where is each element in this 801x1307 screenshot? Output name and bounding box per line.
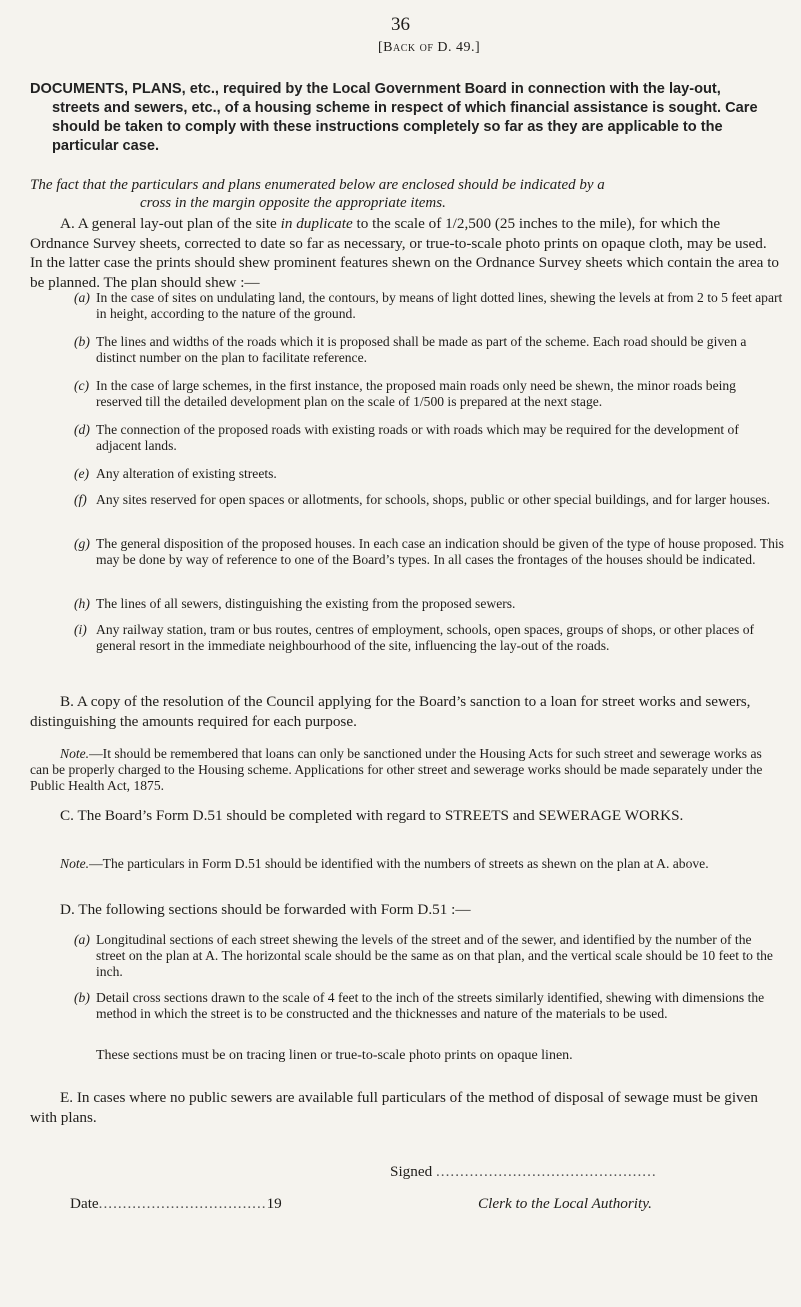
intro-line-1: The fact that the particulars and plans enumerated below are enclosed should be indicated by a bbox=[30, 177, 605, 193]
signed-dots: .............................................. bbox=[436, 1163, 657, 1180]
item-label: (a) bbox=[74, 290, 90, 305]
item-text: Detail cross sections drawn to the scale of 4 feet to the inch of the streets similarly identified, shewing with dimensions the method in which the street is to be constructed and the thicknesses and nature of the materials to be used. bbox=[96, 990, 765, 1021]
intro-continuation: cross in the margin opposite the appropriate items. bbox=[140, 195, 446, 211]
back-reference: [Back of D. 49.] bbox=[378, 40, 481, 55]
item-label: (i) bbox=[74, 622, 87, 637]
item-label: (b) bbox=[74, 334, 90, 349]
section-a-item-b bbox=[74, 334, 784, 366]
item-text: In the case of large schemes, in the first instance, the proposed main roads only need be shewn, the minor roads being reserved till the detailed development plan on the scale of 1/500 is prepared at the next stage. bbox=[96, 378, 736, 409]
item-text: The lines and widths of the roads which it is proposed shall be made as part of the scheme. Each road should be given a distinct number on the plan to facilitate reference. bbox=[96, 334, 747, 365]
heading-line-1: DOCUMENTS, PLANS, etc., required by the Local Government Board in connection with the lay-out, bbox=[30, 81, 721, 97]
date-label: Date bbox=[70, 1195, 99, 1212]
section-a-item-a bbox=[74, 290, 784, 322]
section-a-item-i bbox=[74, 622, 784, 654]
item-label: (f) bbox=[74, 492, 87, 507]
section-d-footer: These sections must be on tracing linen or true-to-scale photo prints on opaque linen. bbox=[96, 1048, 573, 1063]
section-a-italic: in duplicate bbox=[280, 215, 353, 232]
item-text: In the case of sites on undulating land, the contours, by means of light dotted lines, shewing the levels at from 2 to 5 feet apart in height, according to the nature of the ground. bbox=[96, 290, 783, 321]
document-heading bbox=[30, 80, 778, 156]
note-text: —It should be remembered that loans can only be sanctioned under the Housing Acts for such street and sewerage works as can be properly charged to the Housing scheme. Applications for other street and sewerage works should be made separately under the Public Health Act, 1875. bbox=[30, 746, 763, 793]
item-label: (c) bbox=[74, 378, 90, 393]
section-a-item-d bbox=[74, 422, 784, 454]
item-label: (h) bbox=[74, 596, 90, 611]
note-label: Note. bbox=[60, 856, 90, 871]
item-label: (e) bbox=[74, 466, 90, 481]
section-e-paragraph: E. In cases where no public sewers are available full particulars of the method of disposal of sewage must be given with plans. bbox=[30, 1089, 758, 1126]
section-a-text: to the scale of 1/2,500 (25 inches to the mile), for which the Ordnance Survey sheets, corrected to date so far as necessary, or true-to-scale photo prints on opaque cloth, may be used. In the latter case the prints should shew prominent features shewn on the Ordnance Survey sheets which contain the area to be planned. The plan should shew :— bbox=[30, 215, 780, 291]
note-text: —The particulars in Form D.51 should be identified with the numbers of streets as shewn on the plan at A. above. bbox=[89, 856, 709, 871]
item-text: The general disposition of the proposed houses. In each case an indication should be given of the type of house proposed. This may be done by way of reference to one of the Board’s types. In all cases the frontages of the houses should be indicated. bbox=[96, 536, 784, 567]
signed-label: Signed bbox=[390, 1163, 433, 1180]
item-text: Longitudinal sections of each street shewing the levels of the street and of the sewer, and identified by the number of the street on the plan at A. The horizontal scale should be the same as on that plan, and the vertical scale should be 10 feet to the inch. bbox=[96, 932, 773, 979]
item-text: Any alteration of existing streets. bbox=[96, 466, 277, 481]
page-number: 36 bbox=[391, 14, 410, 35]
section-a-item-h bbox=[74, 596, 784, 612]
item-text: Any sites reserved for open spaces or allotments, for schools, shops, public or other special buildings, and for larger houses. bbox=[96, 492, 770, 507]
date-year: 19 bbox=[266, 1195, 282, 1212]
date-dots: ................................... bbox=[98, 1195, 267, 1212]
clerk-caption: Clerk to the Local Authority. bbox=[478, 1195, 652, 1212]
section-a-item-c bbox=[74, 378, 784, 410]
item-label: (b) bbox=[74, 990, 90, 1005]
section-d-item-a bbox=[74, 932, 784, 980]
section-d-item-b bbox=[74, 990, 784, 1022]
heading-continuation: streets and sewers, etc., of a housing scheme in respect of which financial assistance is sought. Care should be taken to comply with these instructions completely so far as they are applicable to the particular case. bbox=[52, 100, 758, 154]
section-c-paragraph: C. The Board’s Form D.51 should be completed with regard to STREETS and SEWERAGE WORKS. bbox=[60, 807, 684, 824]
section-a-lead: A. A general lay-out plan of the site bbox=[60, 215, 281, 232]
section-b-paragraph: B. A copy of the resolution of the Council applying for the Board’s sanction to a loan for street works and sewers, distinguishing the amounts required for each purpose. bbox=[30, 693, 751, 730]
item-text: The connection of the proposed roads with existing roads or with roads which may be required for the development of adjacent lands. bbox=[96, 422, 739, 453]
section-c-note bbox=[30, 856, 782, 872]
section-a-item-e bbox=[74, 466, 784, 482]
item-text: Any railway station, tram or bus routes, centres of employment, schools, open spaces, groups of shops, or other places of general resort in the immediate neighbourhood of the site, influencing the lay-out of the roads. bbox=[96, 622, 755, 653]
intro-instruction bbox=[30, 176, 778, 212]
section-a-item-g bbox=[74, 536, 784, 568]
item-label: (a) bbox=[74, 932, 90, 947]
signed-line bbox=[390, 1162, 780, 1182]
item-text: The lines of all sewers, distinguishing the existing from the proposed sewers. bbox=[96, 596, 516, 611]
note-label: Note. bbox=[60, 746, 90, 761]
section-d-paragraph: D. The following sections should be forwarded with Form D.51 :— bbox=[60, 901, 471, 918]
item-label: (g) bbox=[74, 536, 90, 551]
section-a-item-f bbox=[74, 492, 784, 508]
section-b-note bbox=[30, 746, 782, 794]
item-label: (d) bbox=[74, 422, 90, 437]
date-line bbox=[70, 1194, 370, 1214]
section-a-paragraph bbox=[30, 214, 780, 292]
